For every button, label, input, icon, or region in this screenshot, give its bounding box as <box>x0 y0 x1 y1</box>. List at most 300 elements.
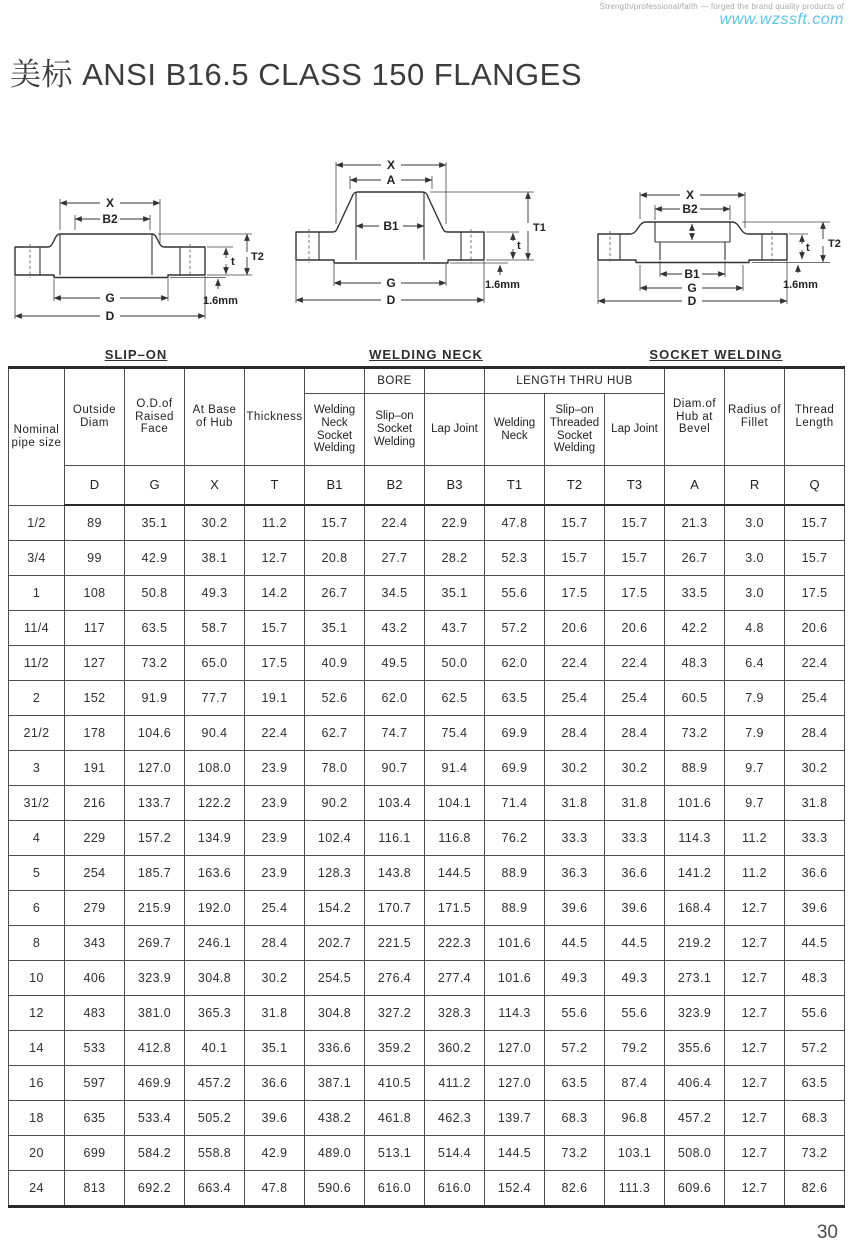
value-cell: 50.0 <box>425 646 485 681</box>
value-cell: 82.6 <box>545 1171 605 1207</box>
value-cell: 35.1 <box>425 576 485 611</box>
value-cell: 12.7 <box>725 1031 785 1066</box>
column-symbol: T3 <box>605 466 665 506</box>
value-cell: 103.1 <box>605 1136 665 1171</box>
socket-welding-diagram <box>580 118 852 362</box>
value-cell: 25.4 <box>245 891 305 926</box>
table-row <box>9 716 845 751</box>
value-cell: 31.8 <box>785 786 845 821</box>
table-row <box>9 1066 845 1101</box>
value-cell: 12.7 <box>725 926 785 961</box>
nominal-size-cell: 1 <box>9 576 65 611</box>
header-thread-length: Thread Length <box>785 368 845 466</box>
value-cell: 36.3 <box>545 856 605 891</box>
dim-label-raised-face: 1.6mm <box>783 279 818 291</box>
value-cell: 73.2 <box>785 1136 845 1171</box>
empty-header-cell <box>425 368 485 394</box>
value-cell: 304.8 <box>185 961 245 996</box>
header-slip-on-socket-welding: Slip–on Socket Welding <box>365 394 425 466</box>
value-cell: 90.2 <box>305 786 365 821</box>
dim-label-t: t <box>806 242 810 254</box>
value-cell: 58.7 <box>185 611 245 646</box>
value-cell: 33.3 <box>545 821 605 856</box>
value-cell: 457.2 <box>185 1066 245 1101</box>
flange-dimension-table <box>8 366 845 1208</box>
value-cell: 26.7 <box>305 576 365 611</box>
page-title: 美标 ANSI B16.5 CLASS 150 FLANGES <box>10 56 583 92</box>
value-cell: 68.3 <box>545 1101 605 1136</box>
value-cell: 304.8 <box>305 996 365 1031</box>
value-cell: 38.1 <box>185 541 245 576</box>
table-row <box>9 646 845 681</box>
value-cell: 88.9 <box>485 856 545 891</box>
value-cell: 88.9 <box>665 751 725 786</box>
slip-on-diagram <box>0 118 272 362</box>
value-cell: 813 <box>65 1171 125 1207</box>
slip-on-drawing <box>0 172 272 344</box>
dim-label-b1: B1 <box>383 219 399 233</box>
value-cell: 39.6 <box>605 891 665 926</box>
value-cell: 39.6 <box>245 1101 305 1136</box>
value-cell: 96.8 <box>605 1101 665 1136</box>
value-cell: 609.6 <box>665 1171 725 1207</box>
value-cell: 17.5 <box>245 646 305 681</box>
nominal-size-cell: 1/2 <box>9 505 65 541</box>
value-cell: 44.5 <box>605 926 665 961</box>
value-cell: 15.7 <box>305 505 365 541</box>
value-cell: 9.7 <box>725 786 785 821</box>
value-cell: 143.8 <box>365 856 425 891</box>
table-row <box>9 611 845 646</box>
value-cell: 19.1 <box>245 681 305 716</box>
value-cell: 590.6 <box>305 1171 365 1207</box>
value-cell: 134.9 <box>185 821 245 856</box>
value-cell: 152 <box>65 681 125 716</box>
value-cell: 505.2 <box>185 1101 245 1136</box>
value-cell: 62.0 <box>485 646 545 681</box>
value-cell: 101.6 <box>485 926 545 961</box>
value-cell: 102.4 <box>305 821 365 856</box>
value-cell: 15.7 <box>605 541 665 576</box>
table-body <box>9 505 845 1207</box>
dim-label-g: G <box>105 291 115 305</box>
column-symbol: D <box>65 466 125 506</box>
value-cell: 79.2 <box>605 1031 665 1066</box>
value-cell: 71.4 <box>485 786 545 821</box>
value-cell: 111.3 <box>605 1171 665 1207</box>
value-cell: 77.7 <box>185 681 245 716</box>
value-cell: 12.7 <box>245 541 305 576</box>
value-cell: 116.1 <box>365 821 425 856</box>
value-cell: 462.3 <box>425 1101 485 1136</box>
column-symbol: T <box>245 466 305 506</box>
flange-outline <box>15 234 205 278</box>
nominal-size-cell: 2 <box>9 681 65 716</box>
value-cell: 635 <box>65 1101 125 1136</box>
value-cell: 457.2 <box>665 1101 725 1136</box>
value-cell: 128.3 <box>305 856 365 891</box>
value-cell: 191 <box>65 751 125 786</box>
value-cell: 411.2 <box>425 1066 485 1101</box>
value-cell: 89 <box>65 505 125 541</box>
value-cell: 381.0 <box>125 996 185 1031</box>
value-cell: 116.8 <box>425 821 485 856</box>
value-cell: 114.3 <box>665 821 725 856</box>
value-cell: 178 <box>65 716 125 751</box>
value-cell: 597 <box>65 1066 125 1101</box>
value-cell: 157.2 <box>125 821 185 856</box>
value-cell: 34.5 <box>365 576 425 611</box>
slip-on-caption: SLIP–ON <box>104 347 168 362</box>
value-cell: 483 <box>65 996 125 1031</box>
value-cell: 25.4 <box>785 681 845 716</box>
value-cell: 122.2 <box>185 786 245 821</box>
dim-label-b2: B2 <box>102 212 118 226</box>
value-cell: 68.3 <box>785 1101 845 1136</box>
dim-label-t: t <box>231 256 235 268</box>
value-cell: 47.8 <box>245 1171 305 1207</box>
value-cell: 133.7 <box>125 786 185 821</box>
nominal-size-cell: 3/4 <box>9 541 65 576</box>
value-cell: 57.2 <box>545 1031 605 1066</box>
column-symbol: T2 <box>545 466 605 506</box>
value-cell: 78.0 <box>305 751 365 786</box>
value-cell: 47.8 <box>485 505 545 541</box>
nominal-size-cell: 18 <box>9 1101 65 1136</box>
value-cell: 28.4 <box>545 716 605 751</box>
value-cell: 406 <box>65 961 125 996</box>
header-lap-joint-hub: Lap Joint <box>605 394 665 466</box>
value-cell: 114.3 <box>485 996 545 1031</box>
value-cell: 192.0 <box>185 891 245 926</box>
value-cell: 461.8 <box>365 1101 425 1136</box>
empty-header-cell <box>305 368 365 394</box>
value-cell: 11.2 <box>245 505 305 541</box>
value-cell: 90.7 <box>365 751 425 786</box>
dim-label-t2: T2 <box>251 251 264 263</box>
value-cell: 20.8 <box>305 541 365 576</box>
value-cell: 49.3 <box>545 961 605 996</box>
nominal-size-cell: 6 <box>9 891 65 926</box>
dim-label-t2: T2 <box>828 238 841 250</box>
value-cell: 15.7 <box>605 505 665 541</box>
value-cell: 276.4 <box>365 961 425 996</box>
value-cell: 12.7 <box>725 961 785 996</box>
nominal-size-cell: 10 <box>9 961 65 996</box>
group-header-row <box>9 368 845 394</box>
value-cell: 489.0 <box>305 1136 365 1171</box>
value-cell: 222.3 <box>425 926 485 961</box>
value-cell: 39.6 <box>785 891 845 926</box>
column-symbol: A <box>665 466 725 506</box>
value-cell: 14.2 <box>245 576 305 611</box>
value-cell: 141.2 <box>665 856 725 891</box>
value-cell: 15.7 <box>545 541 605 576</box>
value-cell: 108.0 <box>185 751 245 786</box>
value-cell: 21.3 <box>665 505 725 541</box>
value-cell: 9.7 <box>725 751 785 786</box>
table-row <box>9 996 845 1031</box>
company-website: www.wzssft.com <box>719 11 844 28</box>
value-cell: 30.2 <box>785 751 845 786</box>
value-cell: 35.1 <box>125 505 185 541</box>
value-cell: 101.6 <box>665 786 725 821</box>
value-cell: 365.3 <box>185 996 245 1031</box>
table-row <box>9 891 845 926</box>
table-row <box>9 1136 845 1171</box>
value-cell: 7.9 <box>725 716 785 751</box>
column-symbol: Q <box>785 466 845 506</box>
dim-label-g: G <box>687 281 697 295</box>
value-cell: 7.9 <box>725 681 785 716</box>
value-cell: 17.5 <box>545 576 605 611</box>
dim-label-d: D <box>386 293 396 307</box>
socket-welding-drawing <box>580 157 852 344</box>
nominal-size-cell: 14 <box>9 1031 65 1066</box>
value-cell: 69.9 <box>485 751 545 786</box>
value-cell: 44.5 <box>785 926 845 961</box>
value-cell: 63.5 <box>785 1066 845 1101</box>
bolt-hole-centerlines <box>30 244 190 278</box>
value-cell: 28.4 <box>245 926 305 961</box>
value-cell: 28.4 <box>785 716 845 751</box>
welding-neck-diagram <box>276 118 576 362</box>
value-cell: 30.2 <box>605 751 665 786</box>
value-cell: 219.2 <box>665 926 725 961</box>
nominal-size-cell: 5 <box>9 856 65 891</box>
header-radius-of-fillet: Radius of Fillet <box>725 368 785 466</box>
value-cell: 90.4 <box>185 716 245 751</box>
value-cell: 12.7 <box>725 891 785 926</box>
value-cell: 20.6 <box>785 611 845 646</box>
value-cell: 91.9 <box>125 681 185 716</box>
value-cell: 229 <box>65 821 125 856</box>
value-cell: 22.4 <box>245 716 305 751</box>
value-cell: 152.4 <box>485 1171 545 1207</box>
welding-neck-drawing <box>276 147 576 344</box>
value-cell: 62.0 <box>365 681 425 716</box>
socket-welding-caption: SOCKET WELDING <box>649 347 783 362</box>
column-symbol: T1 <box>485 466 545 506</box>
value-cell: 254 <box>65 856 125 891</box>
nominal-size-cell: 4 <box>9 821 65 856</box>
flange-diagrams <box>0 118 852 362</box>
value-cell: 127 <box>65 646 125 681</box>
value-cell: 202.7 <box>305 926 365 961</box>
value-cell: 30.2 <box>185 505 245 541</box>
value-cell: 22.4 <box>365 505 425 541</box>
value-cell: 63.5 <box>545 1066 605 1101</box>
table-row <box>9 505 845 541</box>
header-thickness: Thickness <box>245 368 305 466</box>
table-row <box>9 1171 845 1207</box>
value-cell: 144.5 <box>425 856 485 891</box>
value-cell: 15.7 <box>785 541 845 576</box>
value-cell: 76.2 <box>485 821 545 856</box>
value-cell: 387.1 <box>305 1066 365 1101</box>
value-cell: 99 <box>65 541 125 576</box>
value-cell: 101.6 <box>485 961 545 996</box>
value-cell: 39.6 <box>545 891 605 926</box>
value-cell: 48.3 <box>785 961 845 996</box>
value-cell: 73.2 <box>545 1136 605 1171</box>
value-cell: 406.4 <box>665 1066 725 1101</box>
value-cell: 57.2 <box>785 1031 845 1066</box>
value-cell: 11.2 <box>725 856 785 891</box>
value-cell: 215.9 <box>125 891 185 926</box>
dim-label-x: X <box>685 188 695 202</box>
value-cell: 216 <box>65 786 125 821</box>
value-cell: 73.2 <box>125 646 185 681</box>
value-cell: 12.7 <box>725 1101 785 1136</box>
value-cell: 20.6 <box>545 611 605 646</box>
table-row <box>9 1031 845 1066</box>
value-cell: 558.8 <box>185 1136 245 1171</box>
value-cell: 12.7 <box>725 996 785 1031</box>
value-cell: 438.2 <box>305 1101 365 1136</box>
group-header-length-thru-hub: LENGTH THRU HUB <box>485 368 665 394</box>
value-cell: 127.0 <box>125 751 185 786</box>
value-cell: 104.6 <box>125 716 185 751</box>
value-cell: 663.4 <box>185 1171 245 1207</box>
dim-label-t1: T1 <box>533 222 546 234</box>
company-tagline: Strength/professional/faith — forged the brand quality products of <box>599 2 844 11</box>
value-cell: 26.7 <box>665 541 725 576</box>
value-cell: 52.6 <box>305 681 365 716</box>
dim-label-d: D <box>105 309 115 323</box>
nominal-size-cell: 12 <box>9 996 65 1031</box>
value-cell: 11.2 <box>725 821 785 856</box>
value-cell: 75.4 <box>425 716 485 751</box>
value-cell: 48.3 <box>665 646 725 681</box>
nominal-size-cell: 11/2 <box>9 646 65 681</box>
value-cell: 27.7 <box>365 541 425 576</box>
dim-label-a: A <box>386 173 396 187</box>
value-cell: 23.9 <box>245 786 305 821</box>
dim-label-raised-face: 1.6mm <box>203 295 238 307</box>
value-cell: 33.5 <box>665 576 725 611</box>
value-cell: 42.9 <box>245 1136 305 1171</box>
value-cell: 336.6 <box>305 1031 365 1066</box>
bolt-hole-centerlines <box>610 231 772 263</box>
header-welding-neck-socket-welding: Welding Neck Socket Welding <box>305 394 365 466</box>
value-cell: 42.9 <box>125 541 185 576</box>
value-cell: 49.3 <box>185 576 245 611</box>
nominal-size-cell: 21/2 <box>9 716 65 751</box>
value-cell: 277.4 <box>425 961 485 996</box>
value-cell: 17.5 <box>605 576 665 611</box>
value-cell: 170.7 <box>365 891 425 926</box>
dim-label-b2: B2 <box>682 202 698 216</box>
value-cell: 246.1 <box>185 926 245 961</box>
value-cell: 74.7 <box>365 716 425 751</box>
value-cell: 163.6 <box>185 856 245 891</box>
table-row <box>9 821 845 856</box>
value-cell: 3.0 <box>725 576 785 611</box>
group-header-bore: BORE <box>365 368 425 394</box>
value-cell: 35.1 <box>305 611 365 646</box>
table-row <box>9 751 845 786</box>
value-cell: 17.5 <box>785 576 845 611</box>
value-cell: 40.1 <box>185 1031 245 1066</box>
value-cell: 63.5 <box>485 681 545 716</box>
value-cell: 692.2 <box>125 1171 185 1207</box>
nominal-size-cell: 20 <box>9 1136 65 1171</box>
welding-neck-caption: WELDING NECK <box>369 347 483 362</box>
value-cell: 15.7 <box>785 505 845 541</box>
table-row <box>9 786 845 821</box>
value-cell: 31.8 <box>245 996 305 1031</box>
value-cell: 30.2 <box>245 961 305 996</box>
column-symbol: R <box>725 466 785 506</box>
value-cell: 55.6 <box>785 996 845 1031</box>
value-cell: 91.4 <box>425 751 485 786</box>
header-nominal-pipe-size: Nominal pipe size <box>9 368 65 506</box>
value-cell: 254.5 <box>305 961 365 996</box>
value-cell: 12.7 <box>725 1171 785 1207</box>
value-cell: 699 <box>65 1136 125 1171</box>
value-cell: 273.1 <box>665 961 725 996</box>
value-cell: 185.7 <box>125 856 185 891</box>
value-cell: 584.2 <box>125 1136 185 1171</box>
value-cell: 22.4 <box>605 646 665 681</box>
dim-label-b1: B1 <box>684 267 700 281</box>
value-cell: 36.6 <box>245 1066 305 1101</box>
dim-label-x: X <box>105 196 115 210</box>
nominal-size-cell: 31/2 <box>9 786 65 821</box>
value-cell: 279 <box>65 891 125 926</box>
value-cell: 43.2 <box>365 611 425 646</box>
value-cell: 139.7 <box>485 1101 545 1136</box>
column-symbol: B2 <box>365 466 425 506</box>
value-cell: 12.7 <box>725 1136 785 1171</box>
value-cell: 52.3 <box>485 541 545 576</box>
table-row <box>9 541 845 576</box>
value-cell: 35.1 <box>245 1031 305 1066</box>
dim-label-g: G <box>386 276 396 290</box>
page-number: 30 <box>816 1222 838 1243</box>
value-cell: 533.4 <box>125 1101 185 1136</box>
value-cell: 6.4 <box>725 646 785 681</box>
value-cell: 104.1 <box>425 786 485 821</box>
value-cell: 327.2 <box>365 996 425 1031</box>
nominal-size-cell: 16 <box>9 1066 65 1101</box>
value-cell: 49.3 <box>605 961 665 996</box>
value-cell: 65.0 <box>185 646 245 681</box>
value-cell: 323.9 <box>665 996 725 1031</box>
value-cell: 23.9 <box>245 821 305 856</box>
value-cell: 12.7 <box>725 1066 785 1101</box>
value-cell: 31.8 <box>605 786 665 821</box>
value-cell: 469.9 <box>125 1066 185 1101</box>
value-cell: 55.6 <box>605 996 665 1031</box>
value-cell: 28.2 <box>425 541 485 576</box>
nominal-size-cell: 24 <box>9 1171 65 1207</box>
value-cell: 3.0 <box>725 505 785 541</box>
value-cell: 42.2 <box>665 611 725 646</box>
bolt-hole-centerlines <box>309 229 471 263</box>
value-cell: 323.9 <box>125 961 185 996</box>
column-symbol: X <box>185 466 245 506</box>
value-cell: 30.2 <box>545 751 605 786</box>
symbol-row <box>9 466 845 506</box>
value-cell: 22.9 <box>425 505 485 541</box>
value-cell: 360.2 <box>425 1031 485 1066</box>
value-cell: 3.0 <box>725 541 785 576</box>
value-cell: 40.9 <box>305 646 365 681</box>
header-lap-joint-bore: Lap Joint <box>425 394 485 466</box>
value-cell: 23.9 <box>245 751 305 786</box>
